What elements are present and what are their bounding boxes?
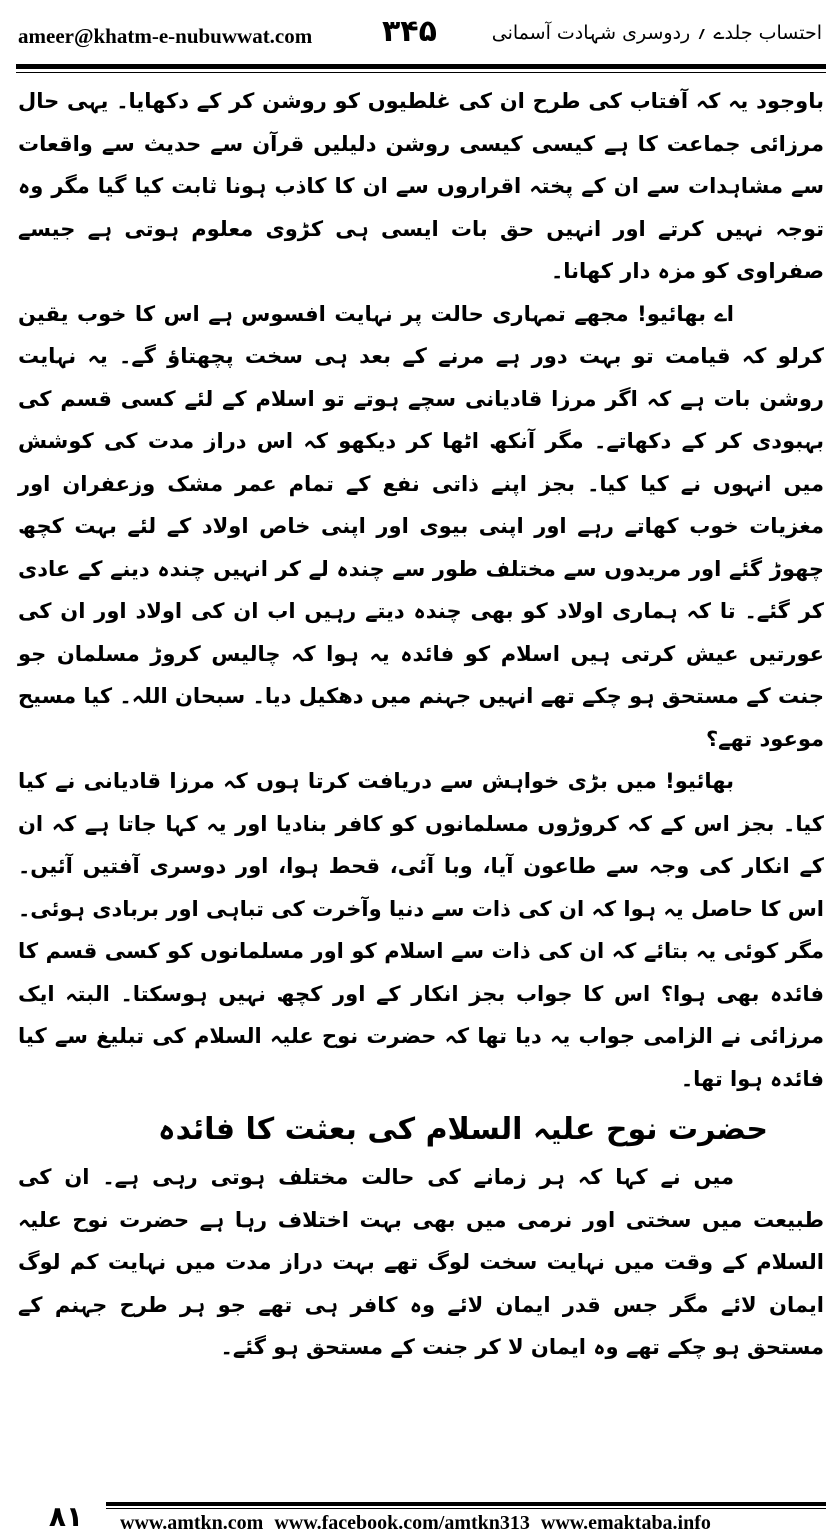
paragraph-1: باوجود یہ کہ آفتاب کی طرح ان کی غلطیوں کو روشن کر کے دکھایا۔ یہی حال مرزائی جماعت کا ہے کیسی کیسی روشن دلیلیں قرآن سے حدیث سے واقعات سے مشاہدات سے ان کے پختہ اقراروں سے ان کا کاذب ہونا ثابت کیا گیا مگر وہ توجہ نہیں کرتے اور انہیں حق بات ایسی ہی کڑوی معلوم ہوتی ہے جیسے صفراوی کو مزہ دار کھانا۔ — [18, 89, 824, 283]
header-book-title: احتساب جلدے ؍ ردوسری شہادت آسمانی — [491, 22, 822, 44]
footer-page-number: ۸۱ — [48, 1500, 84, 1533]
page-header — [16, 14, 824, 58]
header-rule-thick — [16, 64, 826, 69]
paragraph-4: میں نے کہا کہ ہر زمانے کی حالت مختلف ہوتی رہی ہے۔ ان کی طبیعت میں سختی اور نرمی میں بھی بہت اختلاف رہا ہے حضرت نوح علیہ السلام کے وقت میں نہایت سخت لوگ تھے بہت دراز مدت میں نہایت کم لوگ ایمان لائے مگر جس قدر ایمان لائے وہ کافر ہی تھے جو ہر طرح جہنم کے مستحق ہو چکے تھے وہ ایمان لا کر جنت کے مستحق ہو گئے۔ — [18, 1165, 824, 1359]
footer-rule-thin — [106, 1508, 826, 1509]
section-heading: حضرت نوح علیہ السلام کی بعثت کا فائدہ — [158, 1112, 768, 1147]
page-body — [18, 80, 824, 1369]
header-rule-thin — [16, 72, 826, 73]
header-email: ameer@khatm-e-nubuwwat.com — [18, 24, 313, 48]
header-page-number: ۳۴۵ — [382, 14, 437, 49]
page-footer — [16, 1500, 824, 1540]
footer-urls — [120, 1512, 717, 1535]
footer-url-facebook[interactable]: www.facebook.com/amtkn313 — [274, 1512, 530, 1534]
footer-url-emaktaba[interactable]: www.emaktaba.info — [540, 1512, 711, 1534]
paragraph-3: بھائیو! میں بڑی خواہش سے دریافت کرتا ہوں کہ مرزا قادیانی نے کیا کیا۔ بجز اس کے کہ کروڑوں مسلمانوں کو کافر بنادیا اور یہ کہا جاتا ہے کہ ان کے انکار کی وجہ سے طاعون آیا، وبا آئی، قحط ہوا، اور دوسری آفتیں آئیں۔ اس کا حاصل یہ ہوا کہ ان کی ذات سے دنیا وآخرت کی تباہی اور بربادی ہوئی۔ مگر کوئی یہ بتائے کہ ان کی ذات سے اسلام کو اور مسلمانوں کو کسی قسم کا فائدہ بھی ہوا؟ اس کا جواب بجز انکار کے اور کچھ نہیں ہوسکتا۔ البتہ ایک مرزائی نے الزامی جواب یہ دیا تھا کہ حضرت نوح علیہ السلام کی تبلیغ سے کیا فائدہ ہوا تھا۔ — [18, 769, 824, 1091]
footer-rule-thick — [106, 1502, 826, 1506]
paragraph-2: اے بھائیو! مجھے تمہاری حالت پر نہایت افسوس ہے اس کا خوب یقین کرلو کہ قیامت تو بہت دور ہے مرنے کے بعد ہی سخت پچھتاؤ گے۔ یہ نہایت روشن بات ہے کہ اگر مرزا قادیانی سچے ہوتے تو اسلام کے لئے کسی قسم کی بہبودی کر کے دکھاتے۔ مگر آنکھ اٹھا کر دیکھو کہ اس دراز مدت کی کوشش میں انہوں نے کیا کیا۔ بجز اپنے ذاتی نفع کے تمام عمر مشک وزعفران اور مغزیات خوب کھاتے رہے اور اپنی بیوی اور اپنی خاص اولاد کے لئے بہت کچھ چھوڑ گئے اور مریدوں سے مختلف طور سے چندہ لے کر انہیں چندہ دینے کے عادی کر گئے۔ تا کہ ہماری اولاد کو بھی چندہ دیتے رہیں اب ان کی اولاد اور ان کی عورتیں عیش کرتی ہیں اسلام کو فائدہ یہ ہوا کہ چالیس کروڑ مسلمان جو جنت کے مستحق ہو چکے تھے انہیں جہنم میں دھکیل دیا۔ سبحان اللہ۔ کیا مسیح موعود تھے؟ — [18, 301, 824, 751]
footer-url-amtkn[interactable]: www.amtkn.com — [120, 1512, 264, 1534]
